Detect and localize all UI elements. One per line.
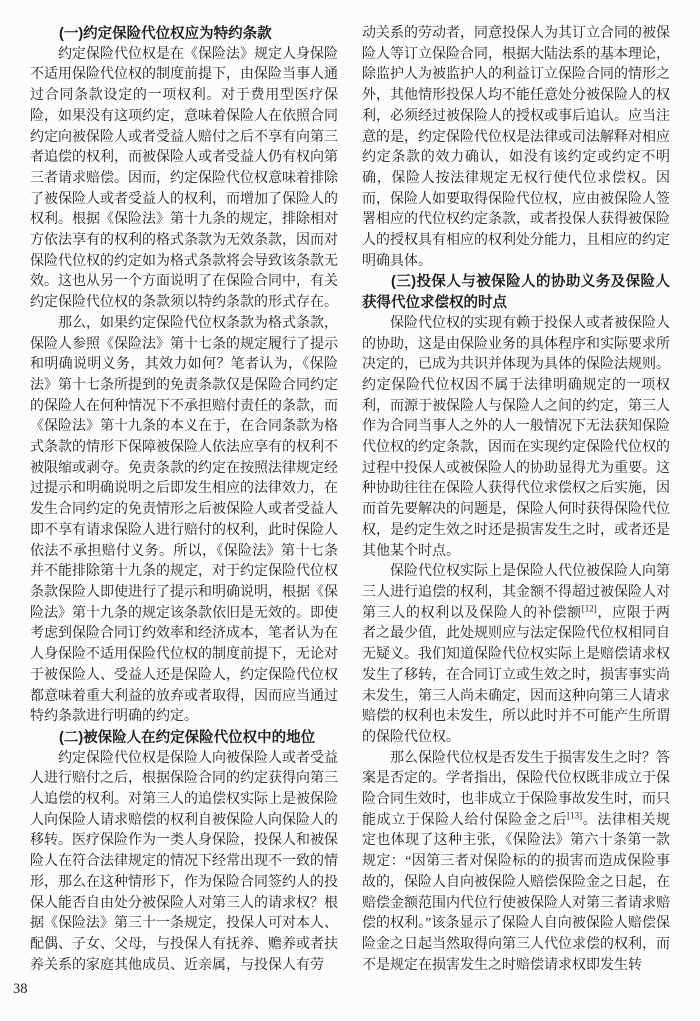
right-column — [362, 24, 670, 976]
paragraph — [362, 749, 670, 977]
paragraph-text: ，应限于两者之最少值，此处规则应与法定保险代位权相同自无疑义。我们知道保险代位权实际上是赔偿请求权发生了移转，在合同订立或生效之时，损害事实尚未发生，第三人尚未确定，因而这种向第三人请求赔偿的权利也未发生，所以此时并不可能产生所谓的保险代位权。 — [362, 605, 670, 745]
paragraph — [362, 562, 670, 748]
page-number: 38 — [13, 981, 28, 997]
left-column — [30, 24, 338, 976]
paragraph-text: 。法律相关规定也体现了这种主张，《保险法》第六十条第一款规定：“因第三者对保险标的的损害而造成保险事故的，保险人自向被保险人赔偿保险金之日起，在赔偿金额范围内代位行使被保险人对第三者请求赔偿的权利。”该条显示了保险人自向被保险人赔偿保险金之日起当然取得向第三人代位求偿的权利，而不是规定在损害发生之时赔偿请求权即发生转 — [362, 812, 671, 973]
paragraph-text: 保险代位权实际上是保险人代位被保险人向第三人进行追偿的权利，其金额不得超过被保险人对第三人的权利以及保险人的补偿额 — [362, 564, 670, 621]
footnote-marker-12: [12] — [581, 603, 597, 614]
paragraph-text: 那么保险代位权是否发生于损害发生之时？答案是否定的。学者指出，保险代位权既非成立于保险合同生效时，也非成立于保险事故发生时，而只能成立于保险人给付保险金之后 — [362, 750, 670, 828]
paragraph: 约定保险代位权是在《保险法》规定人身保险不适用保险代位权的制度前提下，由保险当事人通过合同条款设定的一项权利。对于费用型医疗保险，如果没有这项约定，意味着保险人在依照合同约定向被保险人或者受益人赔付之后不享有向第三者追偿的权利，而被保险人或者受益人仍有权向第三者请求赔偿。因而，约定保险代位权意味着排除了被保险人或者受益人的权利，而增加了保险人的权利。根据《保险法》第十九条的规定，排除相对方依法享有的权利的格式条款为无效条款，因而对保险代位权的约定如为格式条款将会导致该条款无效。这也从另一个方面说明了在保险合同中，有关约定保险代位权的条款须以特约条款的形式存在。 — [30, 46, 338, 311]
section-heading-3: (三)投保人与被保险人的协助义务及保险人获得代位求偿权的时点 — [362, 274, 670, 312]
paragraph: 保险代位权的实现有赖于投保人或者被保险人的协助，这是由保险业务的具体程序和实际要求所决定的，已成为共识并体现为具体的保险法规则。约定保险代位权因不属于法律明确规定的一项权利，而源于被保险人与保险人之间的约定，第三人作为合同当事人之外的人一般情况下无法获知保险代位权的约定条款，因而在实现约定保险代位权的过程中投保人或被保险人的协助显得尤为重要。这种协助往往在保险人获得代位求偿权之后实施，因而首先要解决的问题是，保险人何时获得保险代位权，是约定生效之时还是损害发生之时，或者还是其他某个时点。 — [362, 315, 670, 559]
section-heading-2: (二)被保险人在约定保险代位权中的地位 — [59, 729, 316, 746]
paragraph: 约定保险代位权是保险人向被保险人或者受益人进行赔付之后，根据保险合同的约定获得向第三人追偿的权利。对第三人的追偿权实际上是被保险人向保险人请求赔偿的权利自被保险人向保险人的移转。医疗保险作为一类人身保险，投保人和被保险人在符合法律规定的情况下经常出现不一致的情形，那么在这种情形下，作为保险合同签约人的投保人能否自由处分被保险人对第三人的请求权？根据《保险法》第三十一条规定，投保人可对本人、配偶、子女、父母，与投保人有抚养、赡养或者扶养关系的家庭其他成员、近亲属，与投保人有劳 — [30, 750, 338, 973]
section-heading-1: (一)约定保险代位权应为特约条款 — [59, 26, 272, 42]
two-column-layout — [30, 24, 670, 976]
footnote-marker-13: [13] — [567, 810, 583, 821]
paragraph: 那么，如果约定保险代位权条款为格式条款，保险人参照《保险法》第十七条的规定履行了提示和明确说明义务，其效力如何？笔者认为，《保险法》第十七条所提到的免责条款仅是保险合同约定的保险人在何种情况下不承担赔付责任的条款，而《保险法》第十九条的本义在于，在合同条款为格式条款的情形下保障被保险人依法应享有的权利不被限缩或剥夺。免责条款的约定在按照法律规定经过提示和明确说明之后即发生相应的法律效力，在发生合同约定的免责情形之后被保险人或者受益人即不享有请求保险人进行赔付的权利，此时保险人依法不承担赔付义务。所以，《保险法》第十七条并不能排除第十九条的规定，对于约定保险代位权条款保险人即使进行了提示和明确说明，根据《保险法》第十九条的规定该条款依旧是无效的。即使考虑到保险合同订约效率和经济成本，笔者认为在人身保险不适用保险代位权的制度前提下，无论对于被保险人、受益人还是保险人，约定保险代位权都意味着重大利益的放弃或者取得，因而应当通过特约条款进行明确的约定。 — [30, 315, 338, 725]
paragraph-continuation: 动关系的劳动者，同意投保人为其订立合同的被保险人等订立保险合同，根据大陆法系的基本理论，除监护人为被监护人的利益订立保险合同的情形之外，其他情形投保人均不能任意处分被保险人的权利，必须经过被保险人的授权或事后追认。应当注意的是，约定保险代位权是法律或司法解释对相应约定条款的效力确认，如没有该约定或约定不明确，保险人按法律规定无权行使代位求偿权。因而，保险人如要取得保险代位权，应由被保险人签署相应的代位权约定条款，或者投保人获得被保险人的授权具有相应的权利处分能力，且相应的约定明确具体。 — [362, 26, 670, 269]
